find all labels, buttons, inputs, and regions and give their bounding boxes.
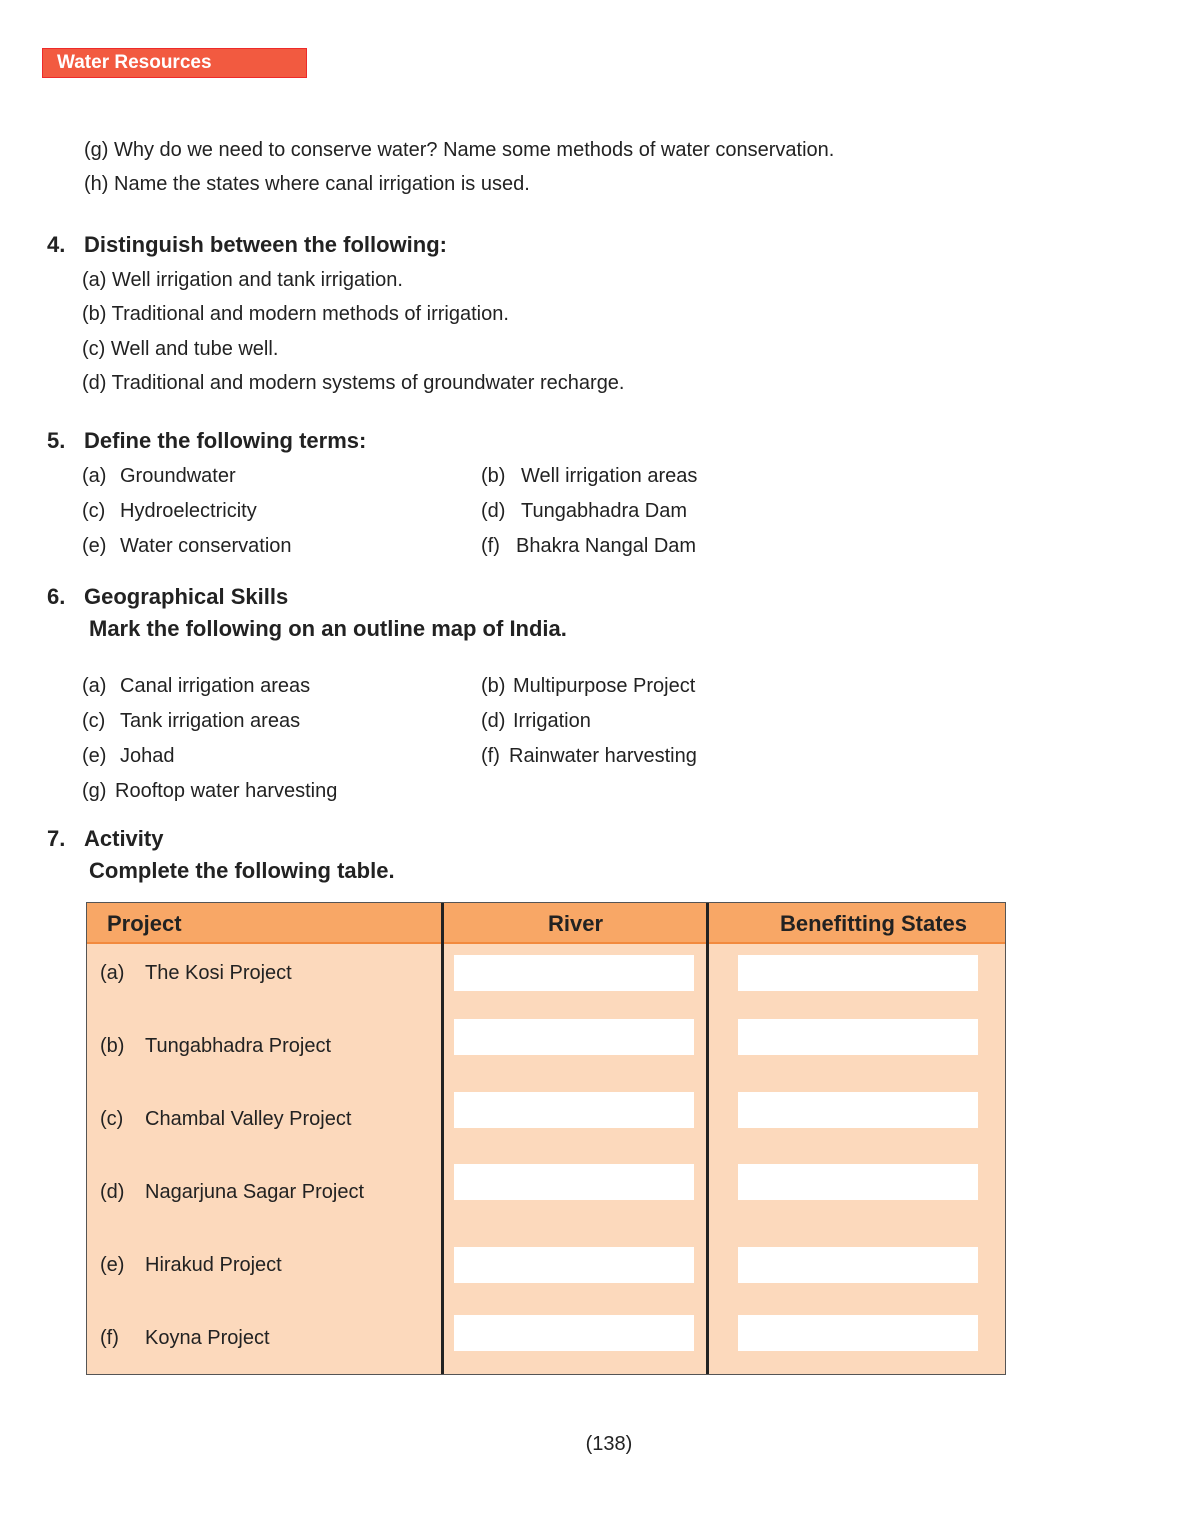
question-subheading: Mark the following on an outline map of India. (89, 616, 567, 641)
item-text: Tank irrigation areas (120, 710, 301, 732)
states-input[interactable] (738, 1247, 978, 1283)
row-label: (d) (100, 1181, 125, 1203)
states-input[interactable] (738, 955, 978, 991)
item-text: Canal irrigation areas (120, 675, 311, 697)
question-heading: Define the following terms: (84, 428, 367, 453)
term-text: Tungabhadra Dam (521, 500, 688, 522)
term-label: (f) (481, 535, 500, 557)
item-text: Johad (120, 745, 175, 767)
item-text: Rooftop water harvesting (115, 780, 338, 802)
item-text: Rainwater harvesting (509, 745, 697, 767)
river-input[interactable] (454, 1315, 694, 1351)
river-input[interactable] (454, 955, 694, 991)
term-text: Groundwater (120, 465, 236, 487)
question-item: (h) Name the states where canal irrigation is used. (84, 173, 530, 195)
row-label: (e) (100, 1254, 125, 1276)
term-label: (d) (481, 500, 506, 522)
question-number: 7. (47, 826, 66, 851)
river-input[interactable] (454, 1247, 694, 1283)
river-input[interactable] (454, 1092, 694, 1128)
question-item: (a) Well irrigation and tank irrigation. (82, 269, 403, 291)
row-project: Nagarjuna Sagar Project (145, 1181, 365, 1203)
term-label: (e) (82, 535, 107, 557)
question-item: (c) Well and tube well. (82, 338, 279, 360)
column-header-river: River (547, 911, 604, 936)
item-text: Multipurpose Project (513, 675, 696, 697)
question-item: (b) Traditional and modern methods of irrigation. (82, 303, 509, 325)
term-label: (a) (82, 465, 107, 487)
table-header (87, 903, 1005, 944)
item-text: Irrigation (513, 710, 591, 732)
column-divider (706, 903, 709, 1374)
row-project: Hirakud Project (145, 1254, 282, 1276)
states-input[interactable] (738, 1019, 978, 1055)
item-label: (c) (82, 710, 106, 732)
row-project: Koyna Project (145, 1327, 270, 1349)
item-label: (f) (481, 745, 500, 767)
page-number: (138) (585, 1433, 633, 1455)
row-label: (b) (100, 1035, 125, 1057)
row-label: (c) (100, 1108, 124, 1130)
states-input[interactable] (738, 1092, 978, 1128)
section-title-badge: Water Resources (42, 48, 307, 78)
column-header-states: Benefitting States (780, 911, 968, 936)
question-number: 5. (47, 428, 66, 453)
column-divider (441, 903, 444, 1374)
row-label: (a) (100, 962, 125, 984)
term-text: Water conservation (120, 535, 292, 557)
question-number: 6. (47, 584, 66, 609)
term-text: Well irrigation areas (521, 465, 698, 487)
item-label: (d) (481, 710, 506, 732)
row-project: Tungabhadra Project (145, 1035, 332, 1057)
term-label: (c) (82, 500, 106, 522)
item-label: (g) (82, 780, 107, 802)
question-subheading: Complete the following table. (89, 858, 395, 883)
row-project: The Kosi Project (145, 962, 292, 984)
term-text: Hydroelectricity (120, 500, 257, 522)
question-heading: Geographical Skills (84, 584, 289, 609)
item-label: (b) (481, 675, 506, 697)
item-label: (a) (82, 675, 107, 697)
states-input[interactable] (738, 1164, 978, 1200)
question-item: (g) Why do we need to conserve water? Name some methods of water conservation. (84, 139, 835, 161)
river-input[interactable] (454, 1164, 694, 1200)
activity-table (86, 902, 1006, 1375)
term-label: (b) (481, 465, 506, 487)
column-header-project: Project (107, 911, 182, 936)
row-label: (f) (100, 1327, 119, 1349)
item-label: (e) (82, 745, 107, 767)
question-heading: Distinguish between the following: (84, 232, 447, 257)
question-heading: Activity (84, 826, 164, 851)
question-number: 4. (47, 232, 66, 257)
term-text: Bhakra Nangal Dam (516, 535, 697, 557)
question-item: (d) Traditional and modern systems of groundwater recharge. (82, 372, 625, 394)
river-input[interactable] (454, 1019, 694, 1055)
states-input[interactable] (738, 1315, 978, 1351)
row-project: Chambal Valley Project (145, 1108, 352, 1130)
